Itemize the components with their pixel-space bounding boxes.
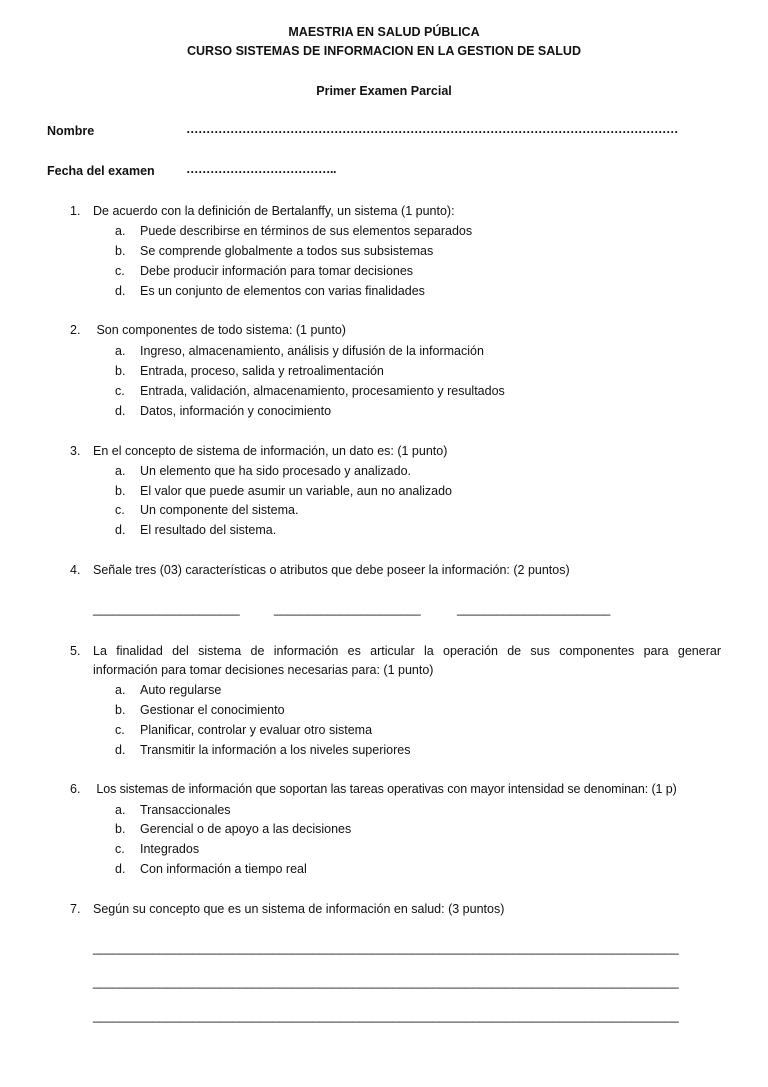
option-text[interactable]: Planificar, controlar y evaluar otro sistema xyxy=(140,723,373,737)
option-text[interactable]: El resultado del sistema. xyxy=(140,523,277,537)
option-letter: b. xyxy=(115,364,126,378)
option-letter: b. xyxy=(115,244,126,258)
option-letter: c. xyxy=(115,264,125,278)
option-letter: c. xyxy=(115,503,125,517)
date-field[interactable]: ……………………………….. xyxy=(186,162,336,176)
option-text[interactable]: Integrados xyxy=(140,842,200,856)
option-letter: b. xyxy=(115,703,126,717)
option-letter: d. xyxy=(115,862,126,876)
option-letter: a. xyxy=(115,803,126,817)
question-text: De acuerdo con la definición de Bertalanffy, un sistema (1 punto): xyxy=(93,204,455,218)
option-text[interactable]: Gerencial o de apoyo a las decisiones xyxy=(140,822,352,836)
option-text[interactable]: Transaccionales xyxy=(140,803,231,817)
option-letter: c. xyxy=(115,384,125,398)
option-letter: a. xyxy=(115,344,126,358)
date-label: Fecha del examen xyxy=(47,164,155,178)
question-text: Los sistemas de información que soportan las tareas operativas con mayor intensidad se denominan: (1 p) xyxy=(93,782,677,796)
name-field[interactable]: …………………………………………………………………………………………………………… xyxy=(186,122,678,136)
option-letter: d. xyxy=(115,523,126,537)
option-text[interactable]: Un componente del sistema. xyxy=(140,503,299,517)
question-text-line2: información para tomar decisiones necesarias para: (1 punto) xyxy=(93,663,434,677)
course-title: CURSO SISTEMAS DE INFORMACION EN LA GESTION DE SALUD xyxy=(186,44,581,58)
question-text: Según su concepto que es un sistema de información en salud: (3 puntos) xyxy=(93,902,505,916)
option-text[interactable]: Un elemento que ha sido procesado y analizado. xyxy=(140,464,412,478)
option-text[interactable]: Debe producir información para tomar decisiones xyxy=(140,264,414,278)
answer-line-3[interactable]: ________________________________________________________________________________________ xyxy=(93,1009,679,1023)
exam-title: Primer Examen Parcial xyxy=(316,84,452,98)
option-text[interactable]: El valor que puede asumir un variable, aun no analizado xyxy=(140,484,453,498)
option-letter: c. xyxy=(115,842,125,856)
question-text: En el concepto de sistema de información, un dato es: (1 punto) xyxy=(93,444,448,458)
answer-blank-2[interactable]: ______________________ xyxy=(274,602,421,616)
question-number: 7. xyxy=(70,902,81,916)
option-letter: d. xyxy=(115,404,126,418)
option-text[interactable]: Entrada, proceso, salida y retroalimentación xyxy=(140,364,384,378)
option-text[interactable]: Auto regularse xyxy=(140,683,222,697)
option-letter: b. xyxy=(115,484,126,498)
option-text[interactable]: Es un conjunto de elementos con varias finalidades xyxy=(140,284,425,298)
option-text[interactable]: Puede describirse en términos de sus elementos separados xyxy=(140,224,473,238)
option-text[interactable]: Se comprende globalmente a todos sus subsistemas xyxy=(140,244,434,258)
answer-line-1[interactable]: ________________________________________________________________________________________ xyxy=(93,941,679,955)
question-text: Son componentes de todo sistema: (1 punto) xyxy=(93,323,346,337)
option-text[interactable]: Transmitir la información a los niveles superiores xyxy=(140,743,411,757)
question-number: 1. xyxy=(70,204,81,218)
question-number: 4. xyxy=(70,563,81,577)
question-number: 5. xyxy=(70,644,81,658)
option-letter: c. xyxy=(115,723,125,737)
question-text: Señale tres (03) características o atributos que debe poseer la información: (2 puntos) xyxy=(93,563,570,577)
answer-line-2[interactable]: ________________________________________________________________________________________ xyxy=(93,975,679,989)
question-number: 3. xyxy=(70,444,81,458)
option-letter: a. xyxy=(115,464,126,478)
option-letter: d. xyxy=(115,743,126,757)
question-number: 6. xyxy=(70,782,81,796)
option-letter: d. xyxy=(115,284,126,298)
answer-blank-1[interactable]: ______________________ xyxy=(93,602,240,616)
header-title: MAESTRIA EN SALUD PÚBLICA xyxy=(288,25,480,39)
answer-blank-3[interactable]: _______________________ xyxy=(457,602,610,616)
option-letter: a. xyxy=(115,224,126,238)
option-text[interactable]: Con información a tiempo real xyxy=(140,862,307,876)
option-letter: b. xyxy=(115,822,126,836)
option-text[interactable]: Gestionar el conocimiento xyxy=(140,703,285,717)
question-number: 2. xyxy=(70,323,81,337)
option-letter: a. xyxy=(115,683,126,697)
option-text[interactable]: Datos, información y conocimiento xyxy=(140,404,332,418)
option-text[interactable]: Ingreso, almacenamiento, análisis y difusión de la información xyxy=(140,344,484,358)
name-label: Nombre xyxy=(47,124,95,138)
question-text-line1: La finalidad del sistema de información es articular la operación de sus componentes para generar xyxy=(93,644,721,658)
option-text[interactable]: Entrada, validación, almacenamiento, procesamiento y resultados xyxy=(140,384,505,398)
